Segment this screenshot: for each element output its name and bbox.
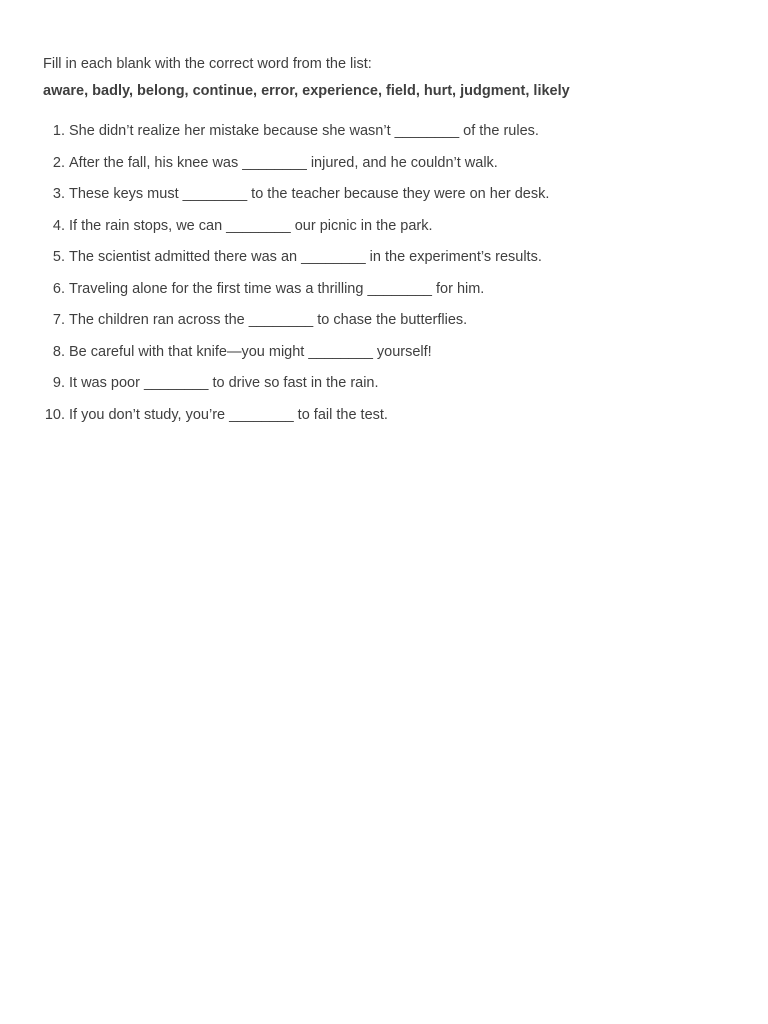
question-number: 6. bbox=[52, 280, 65, 297]
question-text: After the fall, his knee was ________ injured, and he couldn’t walk. bbox=[69, 154, 498, 171]
question-text: These keys must ________ to the teacher because they were on her desk. bbox=[69, 186, 550, 202]
question-text: She didn’t realize her mistake because she wasn’t ________ of the rules. bbox=[69, 123, 539, 139]
question-number: 5. bbox=[52, 249, 65, 265]
question-text: If the rain stops, we can ________ our picnic in the park. bbox=[69, 217, 433, 234]
word-list: aware, badly, belong, continue, error, experience, field, hurt, judgment, likely bbox=[43, 83, 570, 99]
question-text: Be careful with that knife—you might ________ yourself! bbox=[69, 343, 432, 360]
question-number: 2. bbox=[52, 154, 65, 171]
question-number: 8. bbox=[52, 343, 65, 360]
question-number: 3. bbox=[52, 186, 65, 202]
question-number: 7. bbox=[52, 312, 65, 328]
question-number: 10. bbox=[44, 406, 65, 423]
question-number: 4. bbox=[52, 217, 65, 234]
question-text: The children ran across the ________ to chase the butterflies. bbox=[69, 312, 468, 328]
question-text: Traveling alone for the first time was a thrilling ________ for him. bbox=[69, 280, 485, 297]
question-text: The scientist admitted there was an ________ in the experiment’s results. bbox=[69, 249, 542, 265]
question-text: It was poor ________ to drive so fast in the rain. bbox=[69, 375, 379, 391]
question-text: If you don’t study, you’re ________ to fail the test. bbox=[69, 406, 388, 423]
instructions-text: Fill in each blank with the correct word from the list: bbox=[43, 56, 372, 72]
question-number: 1. bbox=[52, 123, 65, 139]
question-number: 9. bbox=[52, 375, 65, 391]
